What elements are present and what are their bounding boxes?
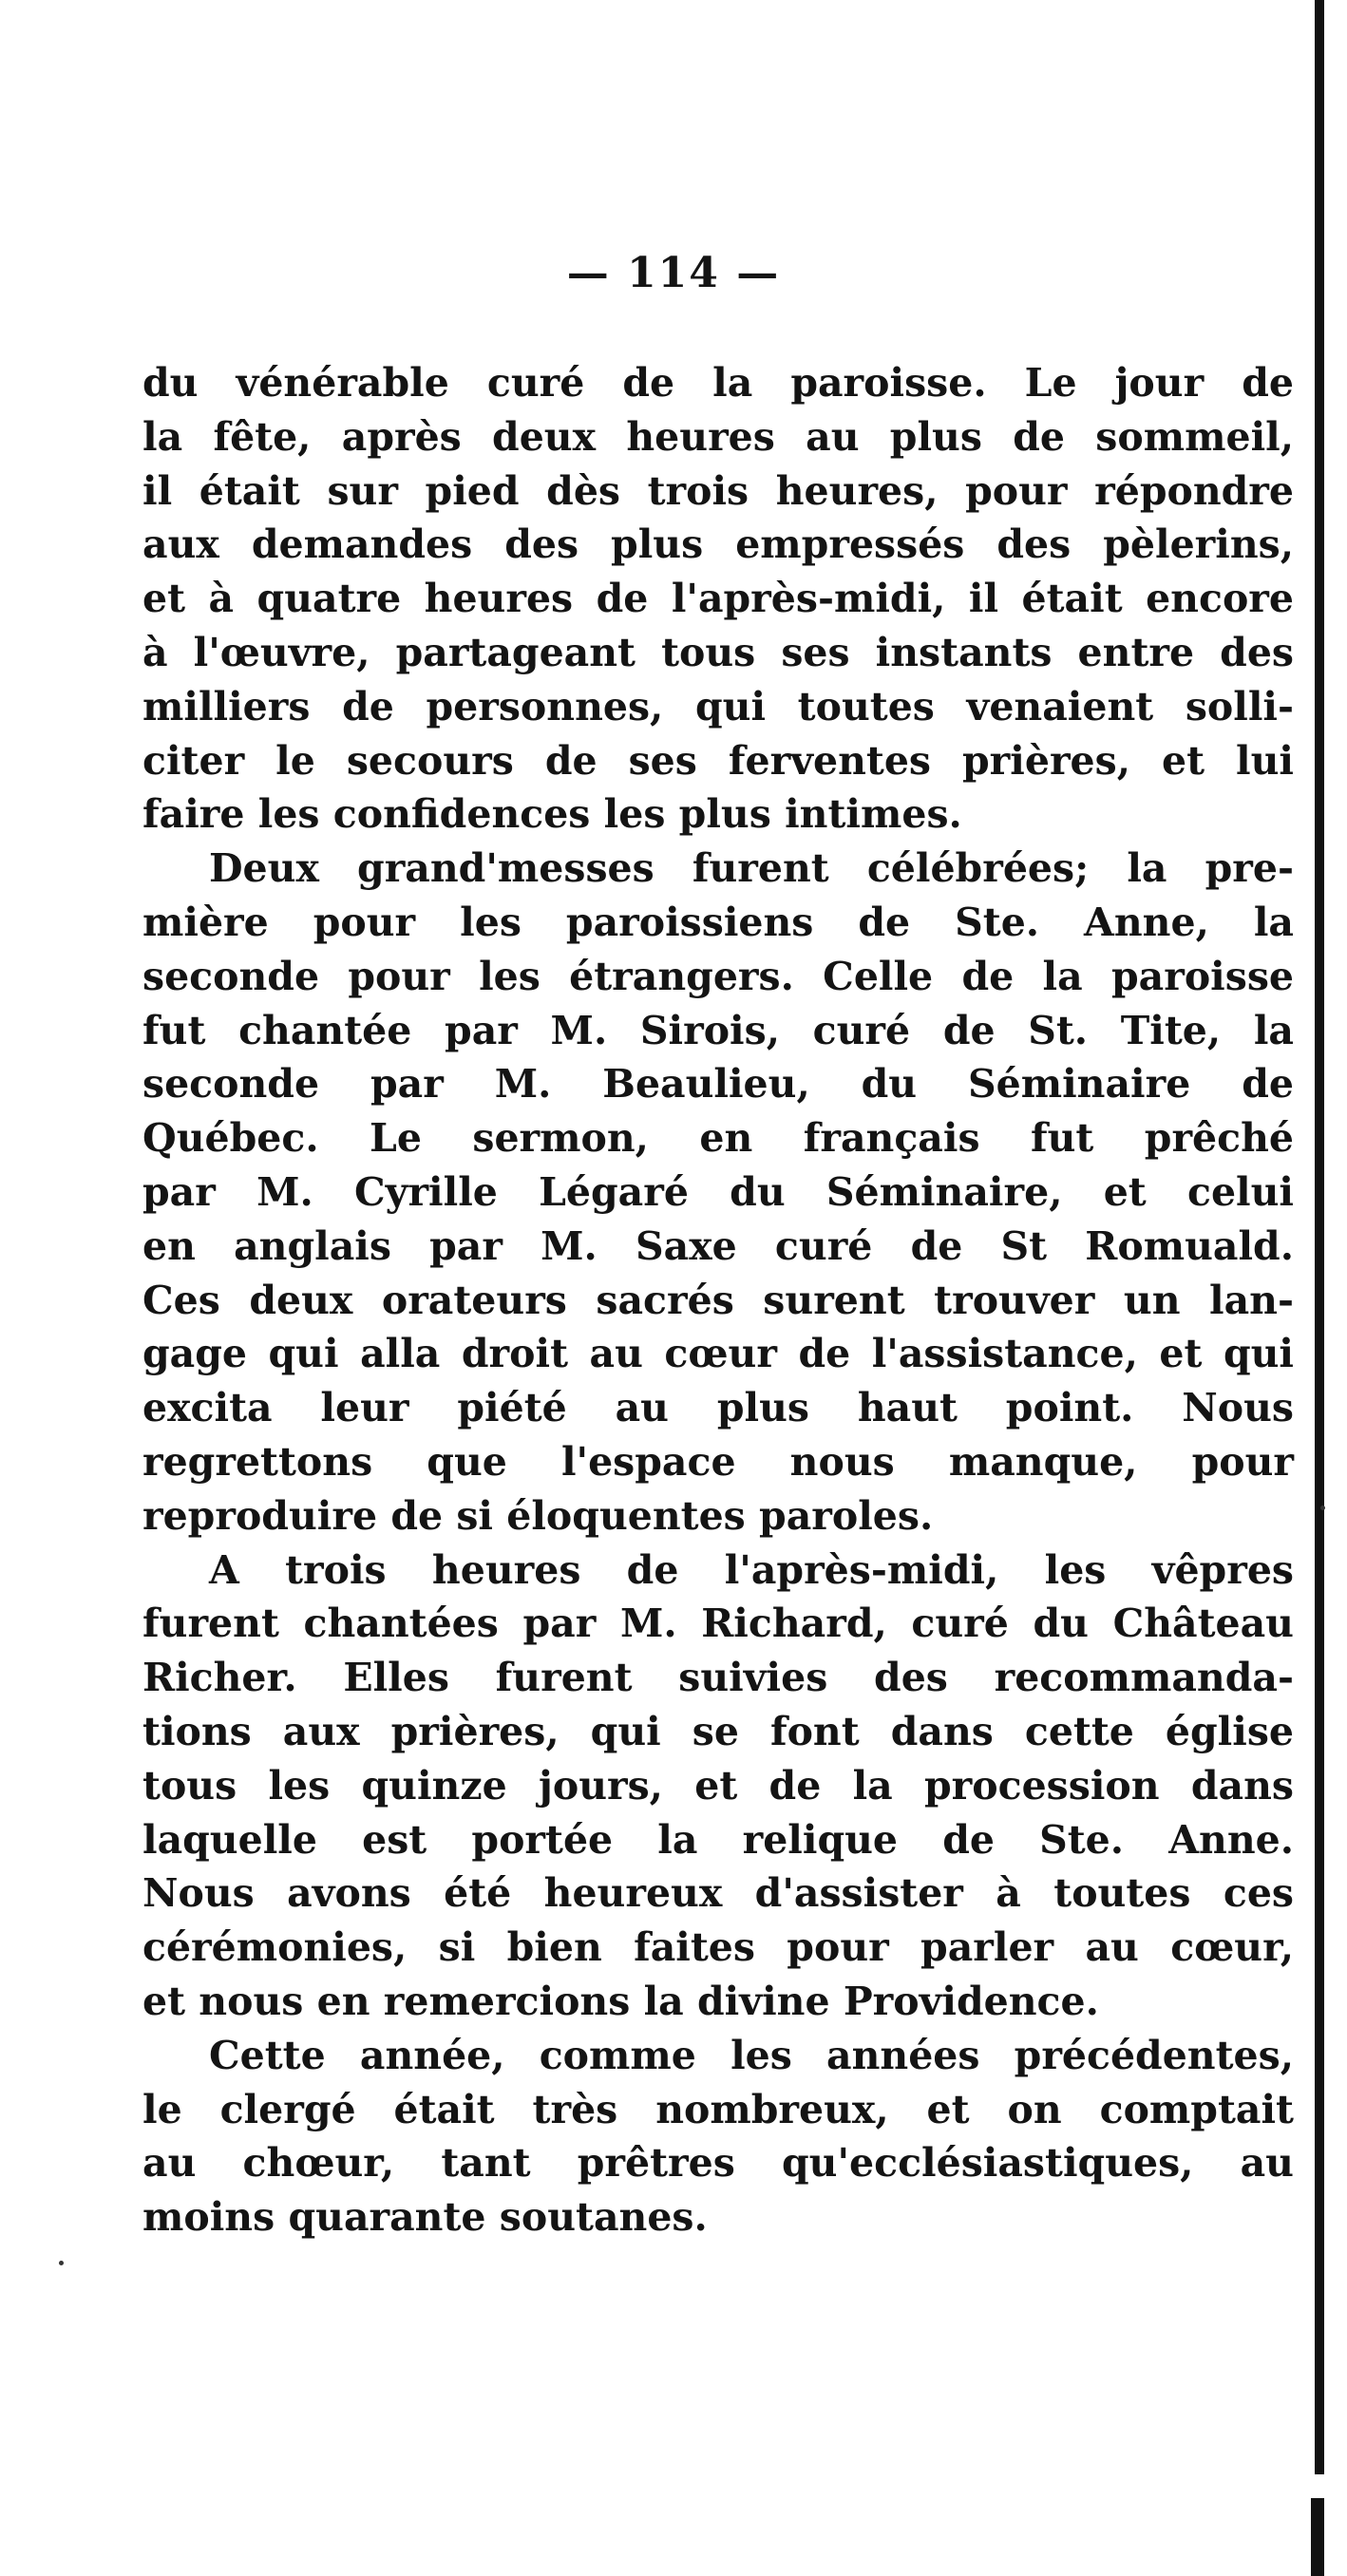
text-line: mière pour les paroissiens de Ste. Anne, la (142, 899, 1294, 945)
text-line: fut chantée par M. Sirois, curé de St. Tite, la (142, 1007, 1294, 1053)
text-line: milliers de personnes, qui toutes venaient solli- (142, 683, 1294, 729)
text-line: et nous en remercions la divine Providence. (142, 1978, 1099, 2024)
text-line: du vénérable curé de la paroisse. Le jour de (142, 360, 1294, 406)
text-line: Deux grand'messes furent célébrées; la pre- (209, 845, 1294, 892)
text-line: tions aux prières, qui se font dans cette église (142, 1708, 1294, 1754)
text-line: aux demandes des plus empressés des pèlerins, (142, 521, 1294, 568)
text-line: regrettons que l'espace nous manque, pour (142, 1438, 1294, 1485)
text-line: excita leur piété au plus haut point. Nous (142, 1385, 1294, 1431)
text-line: faire les confidences les plus intimes. (142, 791, 962, 838)
text-line: moins quarante soutanes. (142, 2194, 708, 2241)
text-line: par M. Cyrille Légaré du Séminaire, et celui (142, 1168, 1294, 1215)
text-line: au chœur, tant prêtres qu'ecclésiastiques, au (142, 2140, 1294, 2187)
text-line: Nous avons été heureux d'assister à toutes ces (142, 1870, 1294, 1917)
text-line: A trois heures de l'après-midi, les vêpres (209, 1546, 1294, 1593)
text-line: la fête, après deux heures au plus de sommeil, (142, 413, 1294, 460)
text-line: Québec. Le sermon, en français fut prêché (142, 1115, 1294, 1162)
text-line: seconde pour les étrangers. Celle de la paroisse (142, 953, 1294, 999)
text-line: citer le secours de ses ferventes prières, et lui (142, 737, 1294, 784)
text-line: tous les quinze jours, et de la procession dans (142, 1762, 1294, 1809)
text-line: en anglais par M. Saxe curé de St Romuald. (142, 1222, 1294, 1269)
text-line: gage qui alla droit au cœur de l'assistance, et qui (142, 1331, 1294, 1377)
page-edge-shadow-lower (1311, 2498, 1324, 2576)
text-line: et à quatre heures de l'après-midi, il était encore (142, 576, 1294, 622)
scan-speck (59, 2261, 64, 2265)
text-line: il était sur pied dès trois heures, pour répondre (142, 467, 1294, 514)
text-line: le clergé était très nombreux, et on comptait (142, 2086, 1294, 2132)
body-text (142, 356, 1294, 2245)
text-line: seconde par M. Beaulieu, du Séminaire de (142, 1061, 1294, 1108)
text-line: Ces deux orateurs sacrés surent trouver un lan- (142, 1277, 1294, 1323)
page-edge-shadow (1315, 0, 1324, 2474)
scan-speck (1320, 1506, 1325, 1510)
text-line: Richer. Elles furent suivies des recommanda- (142, 1655, 1294, 1701)
text-line: Cette année, comme les années précédentes, (209, 2032, 1294, 2078)
text-line: furent chantées par M. Richard, curé du Château (142, 1601, 1294, 1647)
text-line: reproduire de si éloquentes paroles. (142, 1492, 934, 1539)
text-line: laquelle est portée la relique de Ste. Anne. (142, 1816, 1294, 1863)
text-line: à l'œuvre, partageant tous ses instants entre des (142, 629, 1294, 675)
page-number: — 114 — (566, 249, 781, 297)
text-line: cérémonies, si bien faites pour parler au cœur, (142, 1924, 1294, 1971)
